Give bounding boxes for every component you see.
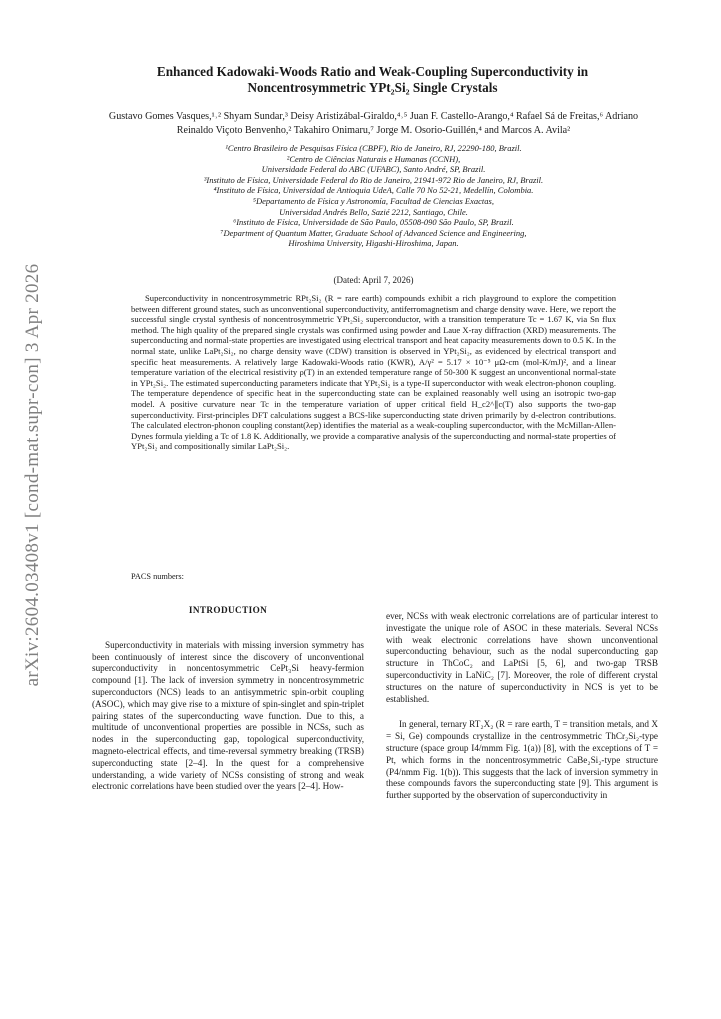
abstract: Superconductivity in noncentrosymmetric RPt₂Si₂ (R = rare earth) compounds exhibit a rich playground to explore the competition between different ground states, such as unconventional superconductivity, antiferromagnetism and charge density wave. Here, we report the successful single crystal synthesis of noncentrosymmetric YPt₂Si₂ superconductor, with a transition temperature Tc = 1.67 K, via Sn flux method. The high quality of the prepared single crystals was confirmed using powder and Laue X-ray diffraction (XRD) measurements. The superconducting and normal-state properties are investigated using electrical transport and heat capacity measurements down to 0.5 K. In the normal state, unlike LaPt₂Si₂, no charge density wave (CDW) transition is observed in YPt₂Si₂, as evidenced by electrical transport and specific heat measurements. A relatively large Kadowaki-Woods ratio (KWR), A/γ² = 5.17 × 10⁻⁵ μΩ-cm (mol-K/mJ)², and a linear temperature variation of the electrical resistivity ρ(T) in an extended temperature range of 50-300 K suggest an unconventional normal-state in YPt₂Si₂. The estimated superconducting parameters indicate that YPt₂Si₂ is a type-II superconductor with weak electron-phonon coupling. The temperature dependence of specific heat in the superconducting state can be explained reasonably well using an isotropic two-gap model. A positive curvature near Tc in the temperature variation of upper critical field H_c2^∥c(T) also supports the two-gap superconductivity. First-principles DFT calculations suggest a BCS-like superconducting state driven primarily by d-electron contributions. The calculated electron-phonon coupling constant(λep) identifies the material as a weak-coupling superconductor, with the McMillan-Allen-Dynes formula yielding a Tc of 1.8 K. Additionally, we provide a comparative analysis of the superconducting and normal-state properties of YPt₂Si₂ and compositionally similar LaPt₂Si₂. xyxy=(131,293,616,452)
affiliation-line: ²Centro de Ciências Naturais e Humanas (CCNH), xyxy=(286,153,461,164)
left-column xyxy=(92,605,364,807)
affiliation-line: ⁵Departamento de Física y Astronomía, Facultad de Ciencias Exactas, xyxy=(253,195,494,206)
affiliation-line: Universidade Federal do ABC (UFABC), Santo André, SP, Brazil. xyxy=(261,164,486,175)
intro-paragraph-1: Superconductivity in materials with missing inversion symmetry has been continuously of interest since the discovery of unconventional superconductivity in noncentosymmetric CePt₃Si heavy-fermion compound [1]. The lack of inversion symmetry in noncentrosymmetric superconductors (NCS) leads to an antisymmetric spin-orbit coupling (ASOC), which may give rise to a mixture of spin-singlet and spin-triplet pairing states of the superconducting wave function. Due to this, a multitude of unconventional properties are possible in NCSs, such as nodes in the superconducting gap, topological superconductivity, magneto-electrical effects, and time-reversal symmetry breaking (TRSB) superconducting state [2–4]. In the quest for a comprehensive understanding, a wide variety of NCSs consisting of strong and weak electronic correlations have been studied over the years [2–4]. How- xyxy=(92,639,364,792)
section-heading-introduction: INTRODUCTION xyxy=(188,605,268,615)
intro-paragraph-2: In general, ternary RT₂X₂ (R = rare earth, T = transition metals, and X = Si, Ge) compounds crystallize in the centrosymmetric ThCr₂Si₂-type structure (space group I4/mmm Fig. 1(a)) [8], with the exceptions of T = Pt, which forms in the noncentrosymmetric CaBe₂Si₂-type structure (P4/nmm Fig. 1(b)). This suggests that the lack of inversion symmetry in these compounds favors the superconducting state [9]. This argument is further supported by the observation of superconductivity in xyxy=(386,719,658,801)
author-list: Gustavo Gomes Vasques,¹˒² Shyam Sundar,³ Deisy Aristizábal-Giraldo,⁴˒⁵ Juan F. Castello-Arango,⁴ Rafael Sá de Freitas,⁶ Adriano Reinaldo Viçoto Benvenho,² Takahiro Onimaru,⁷ Jorge M. Osorio-Guillén,⁴ and Marcos A. Avila² xyxy=(108,111,639,136)
affiliation-line: ⁶Instituto de Física, Universidade de São Paulo, 05508-090 São Paulo, SP, Brazil. xyxy=(233,217,514,228)
affiliation-line: Universidad Andrés Bello, Sazié 2212, Santiago, Chile. xyxy=(279,206,468,217)
arxiv-sidebar xyxy=(10,240,56,710)
affiliation-line: Hiroshima University, Higashi-Hiroshima, Japan. xyxy=(288,238,459,249)
affiliation-line: ⁷Department of Quantum Matter, Graduate School of Advanced Science and Engineering, xyxy=(220,227,527,238)
affiliation-list xyxy=(92,143,655,249)
title-line-1: Enhanced Kadowaki-Woods Ratio and Weak-Coupling Superconductivity in xyxy=(156,64,589,79)
affiliation-line: ⁴Instituto de Física, Universidad de Antioquia UdeA, Calle 70 No 52-21, Medellín, Colombia. xyxy=(213,185,534,196)
title-line-2: Noncentrosymmetric YPt₂Si₂ Single Crystals xyxy=(247,80,498,95)
right-column xyxy=(386,611,658,816)
affiliation-line: ¹Centro Brasileiro de Pesquisas Física (CBPF), Rio de Janeiro, RJ, 22290-180, Brazil. xyxy=(225,143,522,153)
arxiv-identifier: arXiv:2604.03408v1 [cond-mat.supr-con] 3 Apr 2026 xyxy=(22,263,43,687)
pacs-numbers: PACS numbers: xyxy=(131,572,184,581)
dated-line: (Dated: April 7, 2026) xyxy=(333,275,414,285)
intro-paragraph-continued: ever, NCSs with weak electronic correlations are of particular interest to investigate the unique role of ASOC in these materials. Several NCSs with weak electronic correlations have shown unconventional superconducting behaviour, such as the nodal superconducting gap structure in ThCoC₂ and LaPtSi [5, 6], and two-gap TRSB superconductivity in LaNiC₂ [7]. Moreover, the role of different crystal structures on the nature of superconductivity in NCS is yet to be established. xyxy=(386,611,658,704)
paper-title xyxy=(95,64,650,96)
affiliation-line: ³Instituto de Física, Universidade Federal do Rio de Janeiro, 21941-972 Rio de Janeiro, RJ, Brazil. xyxy=(203,174,544,185)
